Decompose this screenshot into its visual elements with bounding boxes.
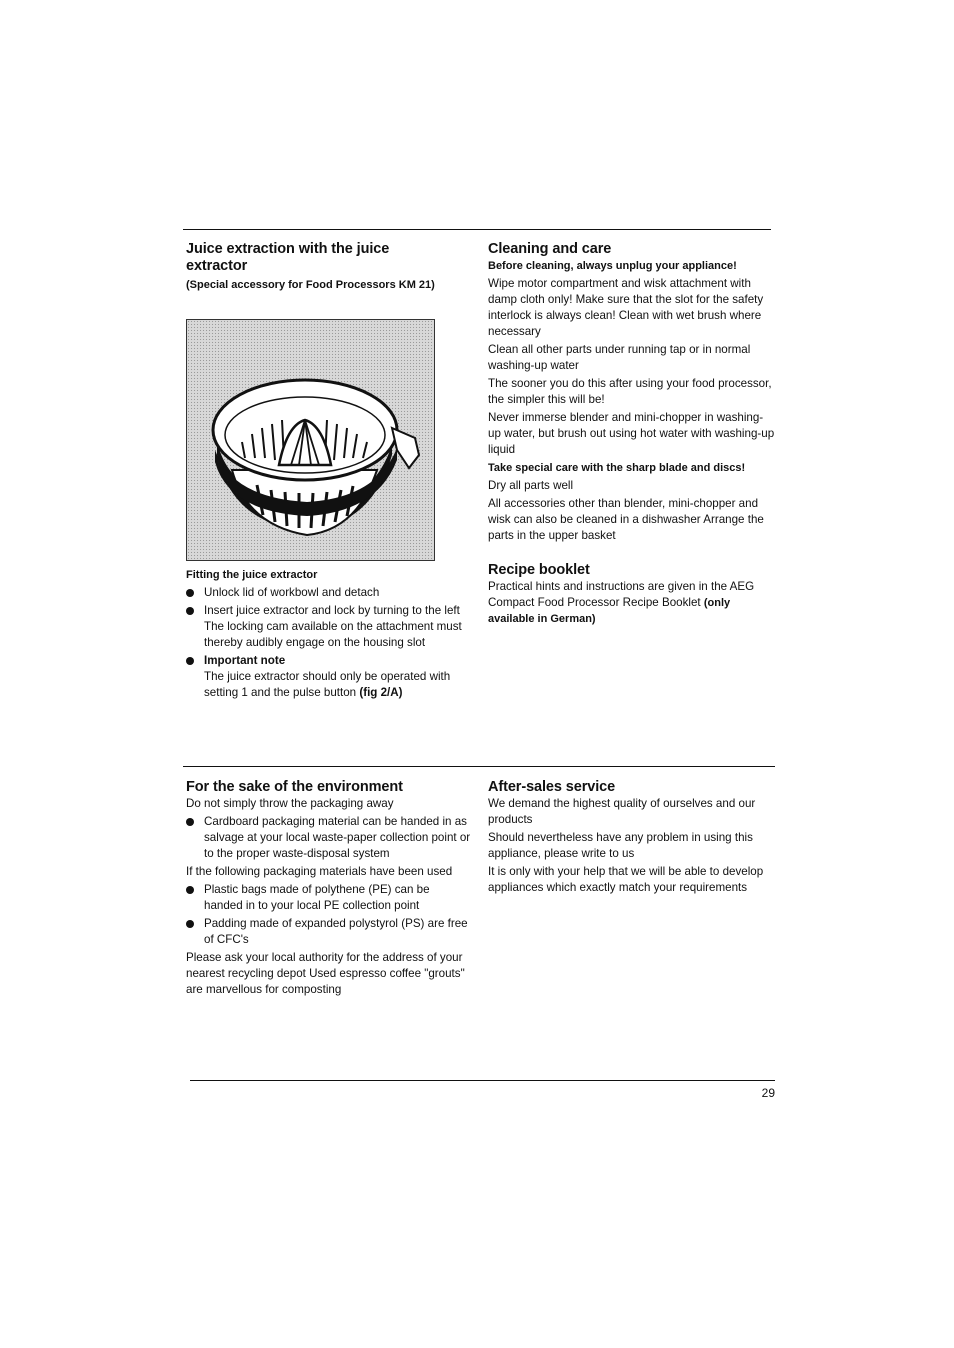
bullet-icon <box>186 886 194 894</box>
environment-outro: Please ask your local authority for the address of your nearest recycling depot Used espresso coffee "grouts" are marvellous for composting <box>186 951 465 996</box>
cleaning-section <box>488 241 775 629</box>
environment-list-2 <box>186 882 471 948</box>
cleaning-paragraph: The sooner you do this after using your food processor, the simpler this will be! <box>488 377 772 406</box>
figure-caption: Fitting the juice extractor <box>186 569 318 581</box>
juice-section <box>186 241 468 293</box>
bullet-icon <box>186 818 194 826</box>
bullet-icon <box>186 920 194 928</box>
middle-rule <box>183 766 775 767</box>
top-rule <box>183 229 771 230</box>
aftersales-paragraph: Should nevertheless have any problem in using this appliance, please write to us <box>488 831 753 860</box>
recipe-title: Recipe booklet <box>488 562 590 578</box>
aftersales-paragraph: We demand the highest quality of ourselves and our products <box>488 797 756 826</box>
cleaning-paragraph: Wipe motor compartment and wisk attachment with damp cloth only! Make sure that the slot for the safety interlock is always clean! Clean with wet brush where necessary <box>488 277 764 338</box>
cleaning-paragraph: Clean all other parts under running tap or in normal washing-up water <box>488 343 751 372</box>
environment-title: For the sake of the environment <box>186 779 403 795</box>
cleaning-warning: Before cleaning, always unplug your appliance! <box>488 260 737 272</box>
environment-intro: Do not simply throw the packaging away <box>186 797 394 810</box>
list-item: Cardboard packaging material can be handed in as salvage at your local waste-paper collection point or to the proper waste-disposal system <box>186 814 471 862</box>
list-item: Plastic bags made of polythene (PE) can be handed in to your local PE collection point <box>186 882 471 914</box>
environment-section <box>186 779 471 1000</box>
bottom-rule <box>190 1080 775 1081</box>
cleaning-title: Cleaning and care <box>488 241 612 257</box>
juice-steps <box>186 585 468 701</box>
aftersales-section <box>488 779 775 898</box>
bullet-icon <box>186 657 194 665</box>
environment-mid: If the following packaging materials have been used <box>186 865 453 878</box>
cleaning-paragraph: Dry all parts well <box>488 479 574 492</box>
important-note-label: Important note <box>204 654 286 667</box>
aftersales-title: After-sales service <box>488 779 616 795</box>
juice-title: Juice extraction with the juice extractor <box>186 241 390 274</box>
juice-subtitle: (Special accessory for Food Processors KM 21) <box>186 279 435 291</box>
cleaning-paragraph: All accessories other than blender, mini-chopper and wisk can also be cleaned in a dishwasher Arrange the parts in the upper basket <box>488 497 764 542</box>
juice-extractor-illustration <box>186 319 435 561</box>
figure-reference: (fig 2/A) <box>359 686 403 699</box>
list-item <box>186 653 468 701</box>
recipe-text: Practical hints and instructions are given in the AEG Compact Food Processor Recipe Booklet (only available in German) <box>488 580 755 625</box>
environment-list-1 <box>186 814 471 862</box>
recipe-note: (only available in German) <box>488 597 731 625</box>
bullet-icon <box>186 589 194 597</box>
list-item: Padding made of expanded polystyrol (PS) are free of CFC's <box>186 916 471 948</box>
cleaning-care-note: Take special care with the sharp blade and discs! <box>488 462 746 474</box>
cleaning-paragraph: Never immerse blender and mini-chopper in washing-up water, but brush out using hot water with washing-up liquid <box>488 411 775 456</box>
list-item: Unlock lid of workbowl and detach <box>186 585 468 601</box>
bullet-icon <box>186 607 194 615</box>
aftersales-paragraph: It is only with your help that we will be able to develop appliances which exactly match your requirements <box>488 865 764 894</box>
important-note-text: The juice extractor should only be operated with setting 1 and the pulse button <box>204 670 451 699</box>
juice-extractor-icon <box>187 320 434 560</box>
page-number: 29 <box>761 1086 775 1100</box>
juice-instructions <box>186 567 468 703</box>
list-item: Insert juice extractor and lock by turning to the left The locking cam available on the attachment must thereby audibly engage on the housing slot <box>186 603 468 651</box>
